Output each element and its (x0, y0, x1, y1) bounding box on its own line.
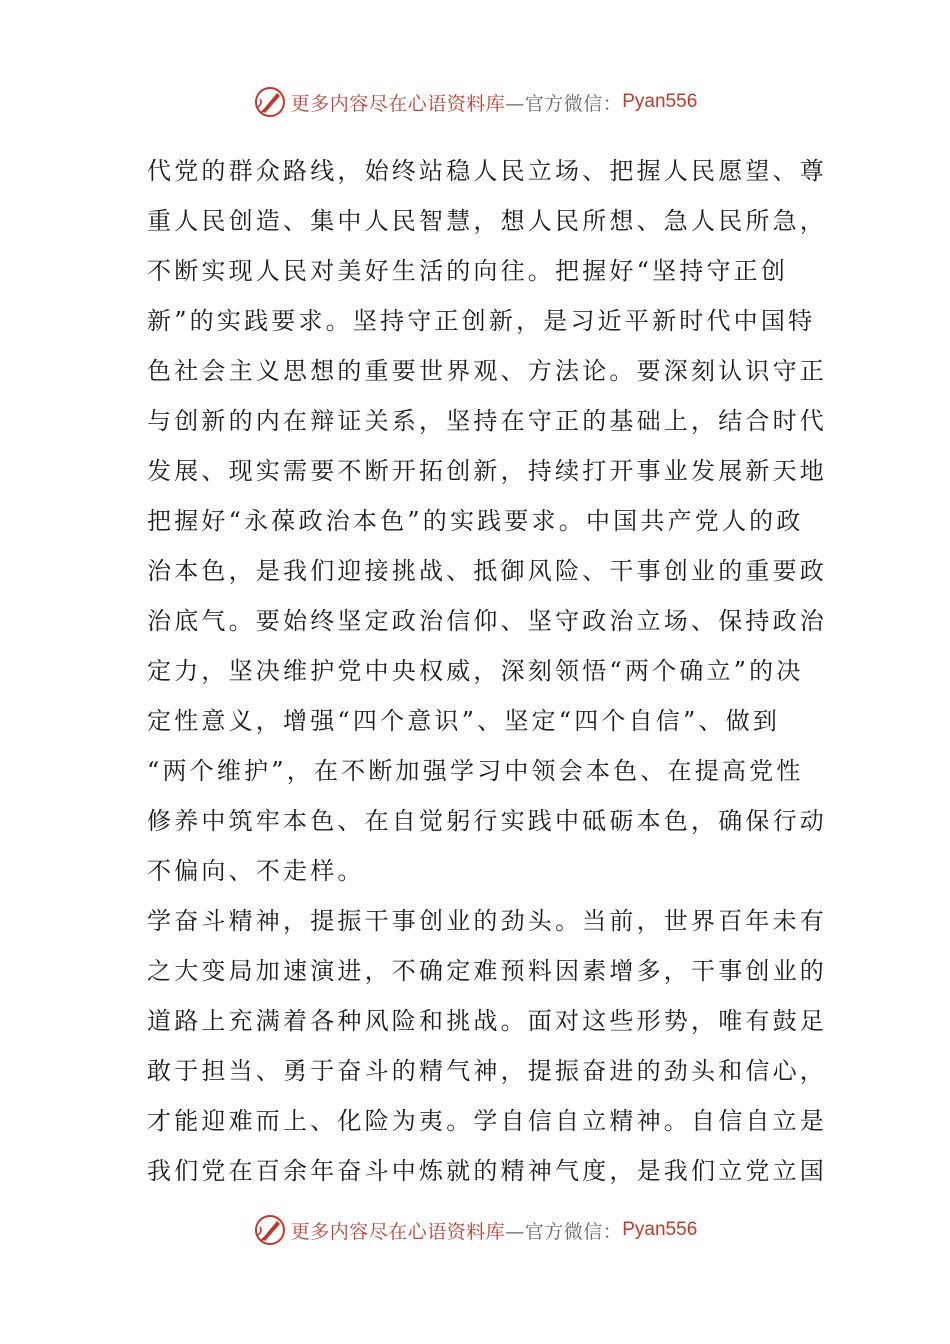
document-body (147, 146, 827, 1196)
quill-pen-circle-icon (253, 85, 287, 119)
watermark-site-text: 更多内容尽在心语资料库 (290, 92, 506, 115)
text-line: 道路上充满着各种风险和挑战。面对这些形势，唯有鼓足 (147, 1007, 827, 1035)
quill-pen-circle-icon (253, 1213, 287, 1247)
watermark-wechat-label: —官方微信： (505, 1220, 623, 1243)
text-line: 与创新的内在辩证关系，坚持在守正的基础上，结合时代 (147, 407, 827, 435)
watermark-wechat-id: Pyan556 (622, 91, 698, 112)
text-line: 才能迎难而上、化险为夷。学自信自立精神。自信自立是 (147, 1107, 827, 1135)
text-line: 色社会主义思想的重要世界观、方法论。要深刻认识守正 (147, 357, 827, 385)
text-line: 学奋斗精神，提振干事创业的劲头。当前，世界百年未有 (147, 907, 827, 935)
text-line: 把握好“永葆政治本色”的实践要求。中国共产党人的政 (147, 507, 804, 535)
text-line: 不断实现人民对美好生活的向往。把握好“坚持守正创 (147, 257, 789, 285)
text-line: 代党的群众路线，始终站稳人民立场、把握人民愿望、尊 (147, 157, 827, 185)
text-line: 定力，坚决维护党中央权威，深刻领悟“两个确立”的决 (147, 657, 804, 685)
watermark-site-text: 更多内容尽在心语资料库 (290, 1220, 506, 1243)
footer-watermark (0, 1210, 950, 1250)
text-line: 重人民创造、集中人民智慧，想人民所想、急人民所急， (147, 207, 827, 235)
watermark-wechat-label: —官方微信： (505, 92, 623, 115)
text-line: 发展、现实需要不断开拓创新，持续打开事业发展新天地 (147, 457, 827, 485)
text-line: 定性意义，增强“四个意识”、坚定“四个自信”、做到 (147, 707, 781, 735)
text-line: 之大变局加速演进，不确定难预料因素增多，干事创业的 (147, 957, 827, 985)
text-line: 治底气。要始终坚定政治信仰、坚守政治立场、保持政治 (147, 607, 827, 635)
text-line: “两个维护”，在不断加强学习中领会本色、在提高党性 (147, 757, 804, 785)
text-line: 修养中筑牢本色、在自觉躬行实践中砥砺本色，确保行动 (147, 807, 827, 835)
text-line: 治本色，是我们迎接挑战、抵御风险、干事创业的重要政 (147, 557, 827, 585)
text-line: 我们党在百余年奋斗中炼就的精神气度，是我们立党立国 (147, 1157, 827, 1185)
text-line: 敢于担当、勇于奋斗的精气神，提振奋进的劲头和信心， (147, 1057, 827, 1085)
watermark-wechat-id: Pyan556 (622, 1219, 698, 1240)
header-watermark (0, 82, 950, 122)
text-line: 新”的实践要求。坚持守正创新，是习近平新时代中国特 (147, 307, 816, 335)
text-line: 不偏向、不走样。 (147, 857, 365, 885)
